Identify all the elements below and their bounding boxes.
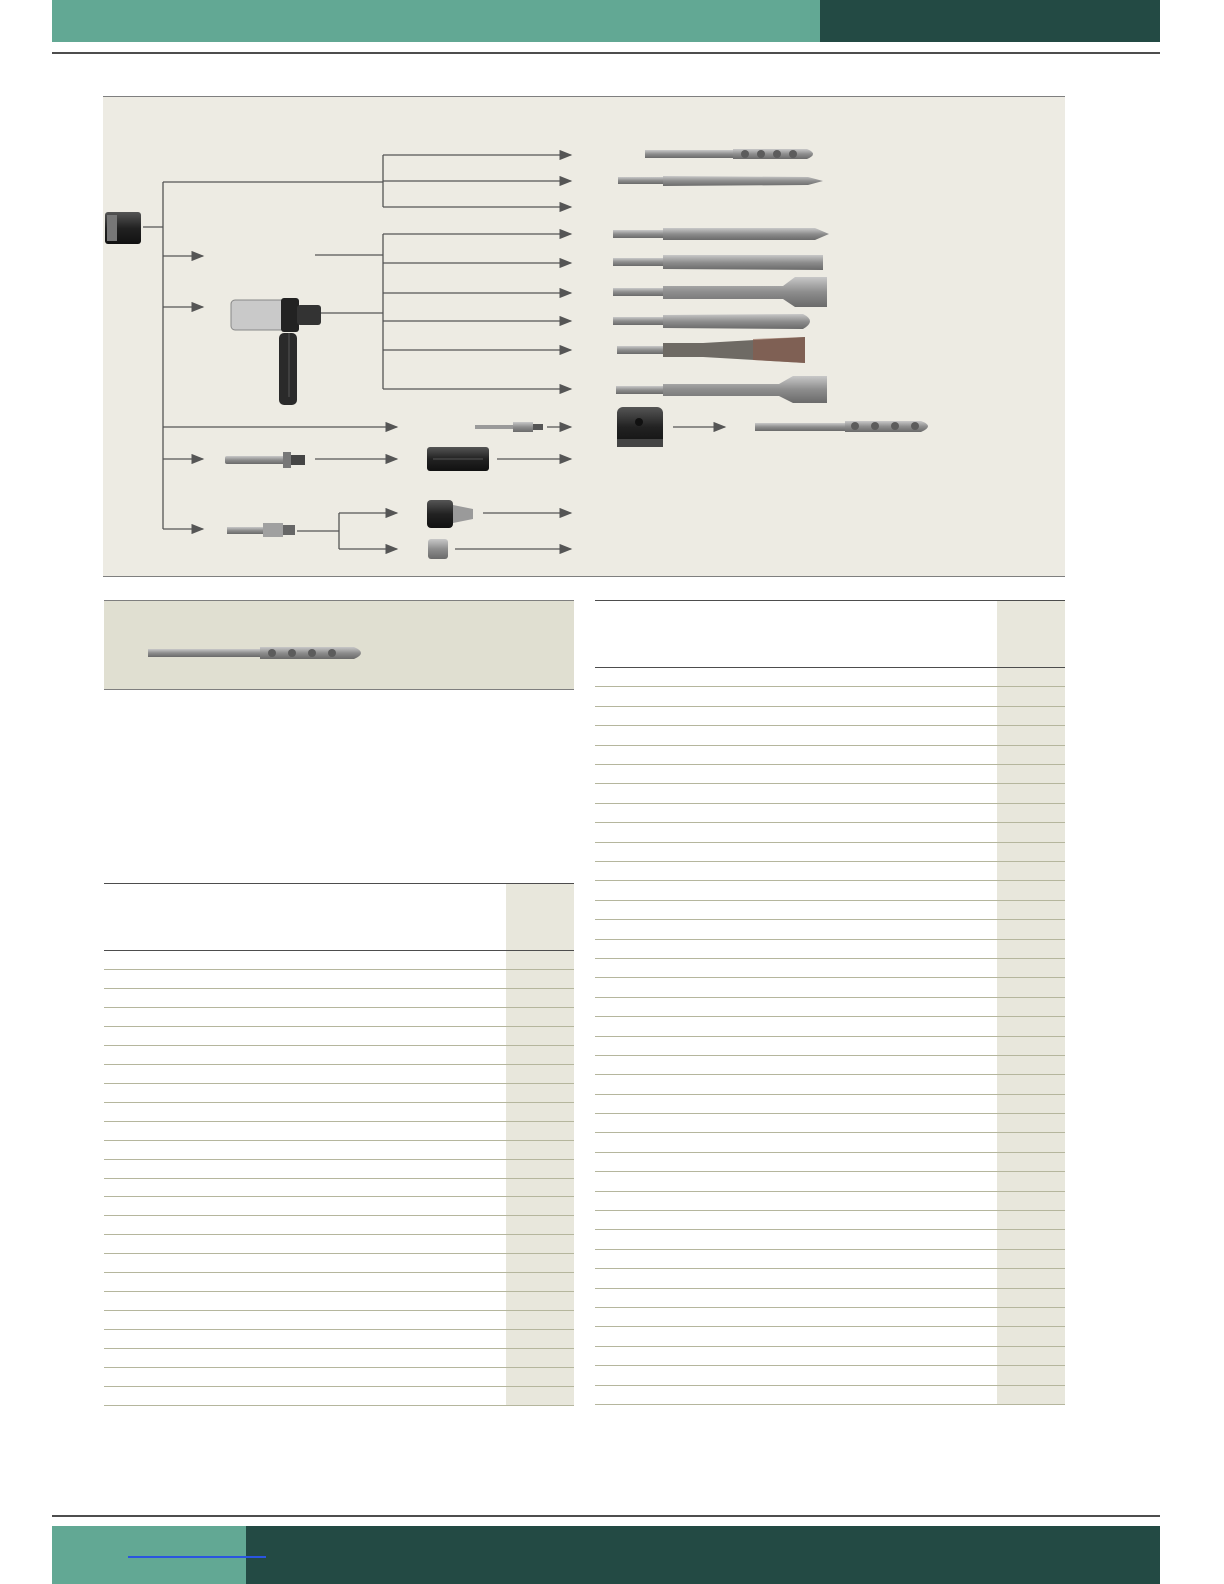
table-row	[595, 1404, 1065, 1405]
table-row	[104, 1215, 574, 1216]
sleeve-icon	[427, 447, 489, 471]
pointed-chisel-long-icon	[613, 228, 829, 240]
table-row	[104, 1367, 574, 1368]
table-row	[595, 1074, 1065, 1075]
table-row	[595, 1055, 1065, 1056]
footer-dark-bar	[246, 1526, 1160, 1584]
accessory-system-diagram	[103, 96, 1065, 577]
feature-box	[104, 600, 574, 690]
table-row	[104, 1045, 574, 1046]
table-top-rule	[104, 883, 574, 884]
table-row	[595, 783, 1065, 784]
footer-rule	[52, 1515, 1160, 1517]
table-row	[595, 1307, 1065, 1308]
table-row	[595, 919, 1065, 920]
table-row	[595, 764, 1065, 765]
sds-plus-drill-bit-icon	[645, 149, 813, 159]
header-accent-bar	[52, 0, 820, 42]
table-row	[595, 1346, 1065, 1347]
footer-accent-bar	[52, 1526, 246, 1584]
table-header-rule	[104, 950, 574, 951]
table-row	[595, 1268, 1065, 1269]
flat-chisel-icon	[613, 255, 823, 270]
table-row	[104, 1083, 574, 1084]
table-row	[104, 1026, 574, 1027]
table-row	[595, 1152, 1065, 1153]
table-row	[595, 997, 1065, 998]
table-row	[595, 686, 1065, 687]
keyed-chuck-icon	[427, 500, 473, 528]
table-row	[104, 1064, 574, 1065]
table-shaded-column	[997, 601, 1065, 1405]
table-row	[595, 1326, 1065, 1327]
table-row	[595, 1171, 1065, 1172]
table-row	[104, 1291, 574, 1292]
table-row	[595, 1288, 1065, 1289]
table-row	[104, 1121, 574, 1122]
table-row	[595, 977, 1065, 978]
joint-chisel-icon	[617, 337, 805, 363]
table-row	[104, 1140, 574, 1141]
socket-icon	[428, 539, 448, 559]
table-row	[595, 706, 1065, 707]
table-row	[595, 822, 1065, 823]
table-row	[595, 1210, 1065, 1211]
table-row	[104, 969, 574, 970]
right-spec-table	[595, 600, 1065, 1406]
table-row	[595, 880, 1065, 881]
table-row	[595, 1132, 1065, 1133]
header-rule	[52, 52, 1160, 54]
table-row	[595, 745, 1065, 746]
hex-shank-adapter-icon	[227, 523, 295, 537]
table-row	[104, 1310, 574, 1311]
table-row	[595, 1036, 1065, 1037]
diagram-canvas	[103, 97, 1065, 578]
table-row	[595, 1385, 1065, 1386]
table-row	[104, 988, 574, 989]
sds-adapter-icon	[225, 452, 305, 468]
table-row	[104, 1386, 574, 1387]
table-row	[595, 1229, 1065, 1230]
table-row	[595, 1191, 1065, 1192]
table-row	[595, 1094, 1065, 1095]
pointed-chisel-icon	[618, 176, 823, 186]
header-dark-bar	[820, 0, 1160, 42]
core-cutter-icon	[617, 407, 663, 447]
table-row	[595, 958, 1065, 959]
table-row	[595, 1113, 1065, 1114]
table-row	[104, 1234, 574, 1235]
table-row	[104, 1178, 574, 1179]
centre-drill-icon	[755, 421, 928, 432]
gouge-chisel-icon	[613, 314, 810, 329]
left-spec-table	[104, 883, 574, 1407]
chisel-holder-handle-icon	[231, 298, 321, 405]
table-row	[104, 1272, 574, 1273]
adapter-shank-icon	[475, 422, 543, 432]
table-row	[104, 1102, 574, 1103]
sds-plus-chuck-icon	[105, 212, 141, 244]
footer-link[interactable]	[128, 1556, 266, 1558]
table-row	[595, 803, 1065, 804]
table-row	[595, 1016, 1065, 1017]
table-row	[104, 1348, 574, 1349]
table-shaded-column	[506, 884, 574, 1406]
table-row	[104, 1329, 574, 1330]
table-row	[595, 900, 1065, 901]
table-row	[595, 861, 1065, 862]
table-top-rule	[595, 600, 1065, 601]
tile-chisel-icon	[616, 376, 827, 403]
table-row	[595, 939, 1065, 940]
table-row	[104, 1159, 574, 1160]
table-row	[595, 725, 1065, 726]
table-row	[595, 1249, 1065, 1250]
table-row	[595, 842, 1065, 843]
table-row	[595, 1365, 1065, 1366]
table-row	[104, 1405, 574, 1406]
table-header-rule	[595, 667, 1065, 668]
table-row	[104, 1196, 574, 1197]
spade-chisel-icon	[613, 277, 827, 307]
featured-drill-bit-icon	[104, 601, 574, 689]
table-row	[104, 1253, 574, 1254]
table-row	[104, 1007, 574, 1008]
